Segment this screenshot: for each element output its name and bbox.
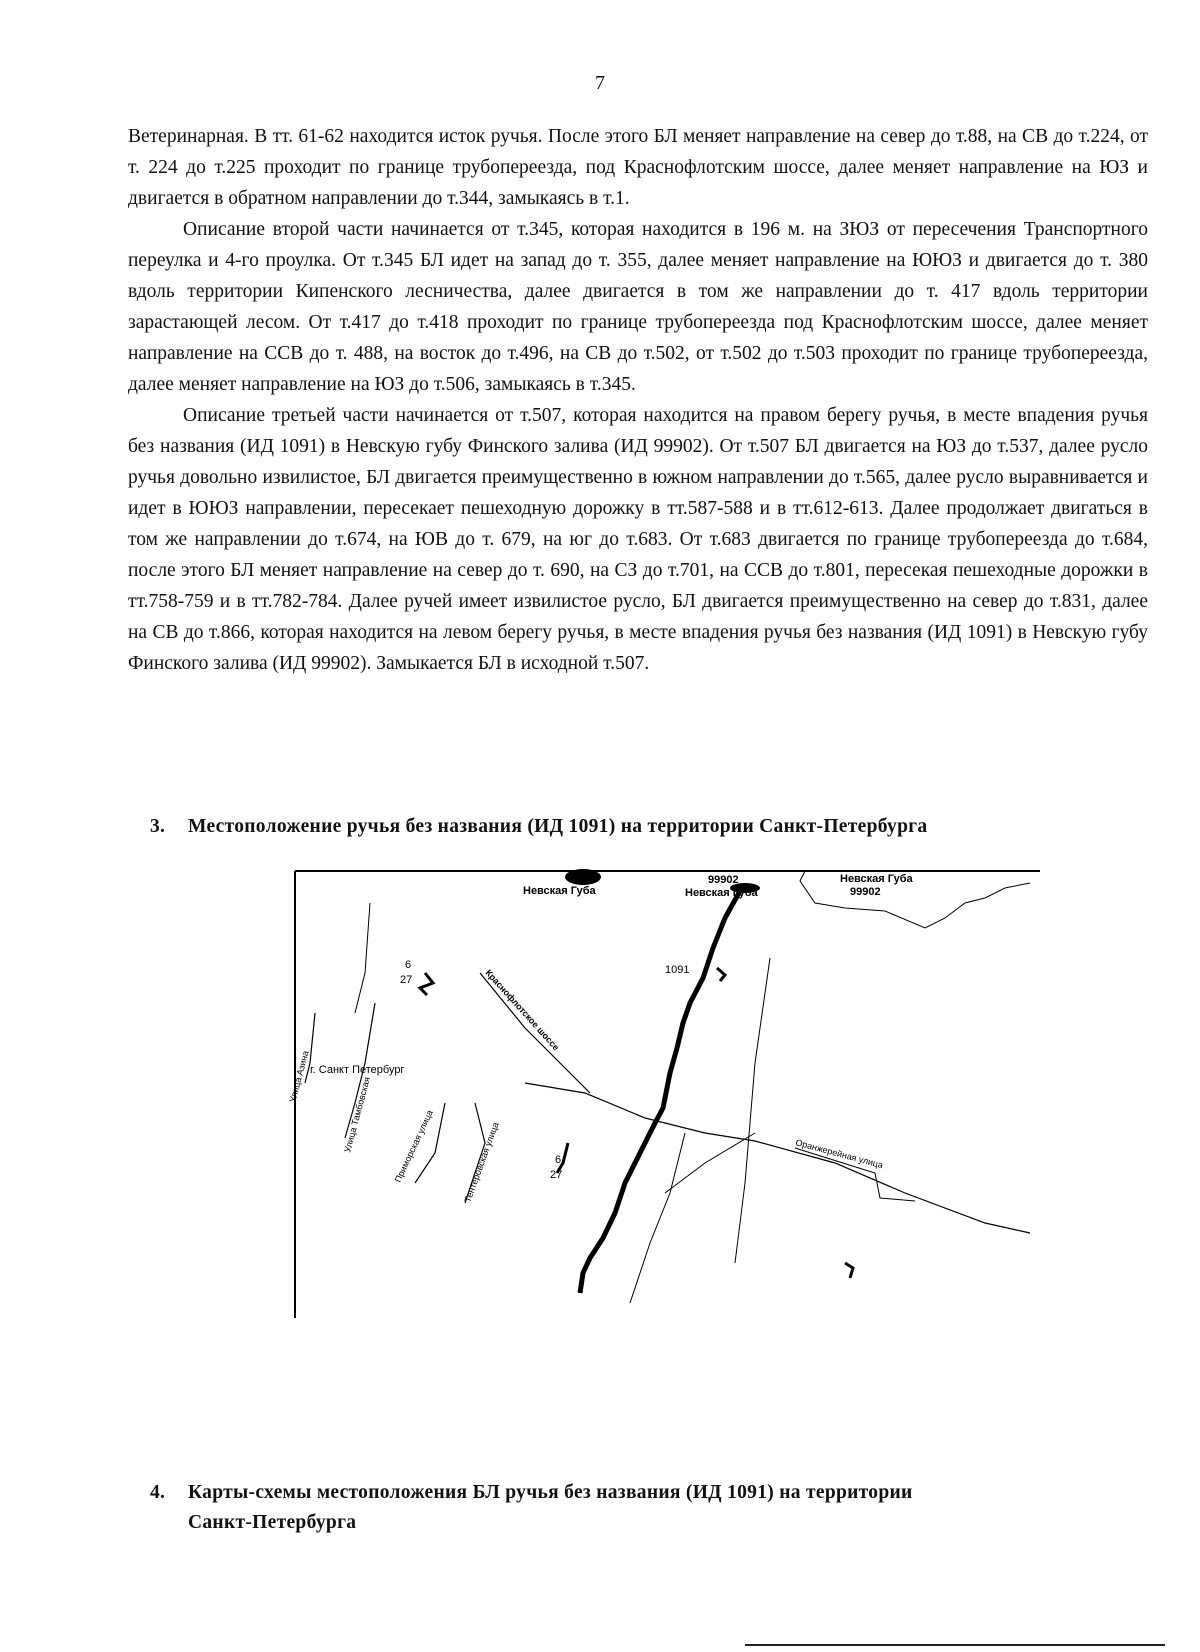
road-vertical [735,958,770,1263]
marker-small-4 [717,968,725,981]
label-stream-id: 1091 [665,964,690,976]
label-bay-right-code: 99902 [850,886,881,898]
section-4-title-line1: Карты-схемы местоположения БЛ ручья без названия (ИД 1091) на территории [188,1482,913,1503]
label-a: 6 [405,959,412,971]
label-d: 27 [550,1169,563,1181]
label-bay-left: Невская Губа [523,885,596,897]
section-4-title-line2: Санкт-Петербурга [188,1512,357,1533]
marker-small-3 [845,1263,853,1278]
street-line-5 [355,903,370,1013]
label-street-prim: Приморская улица [392,1108,435,1184]
label-street-tsent: Тентеровская улица [462,1120,501,1204]
page-number: 7 [595,72,605,94]
section-3-number: 3. [150,816,166,837]
body-text [128,121,1148,679]
section-4-number: 4. [150,1482,166,1503]
label-b: 27 [400,974,413,986]
label-street-right: Оранжерейная улица [794,1137,885,1171]
road-branch [665,1133,755,1193]
marker-small-1 [420,973,433,995]
highway-line [480,973,590,1093]
label-city: г. Санкт Петербург [310,1064,405,1076]
paragraph-3: Описание третьей части начинается от т.507, которая находится на правом берегу ручья, в месте впадения ручья без названия (ИД 1091) в Невскую губу Финского залива (ИД 99902). От т.507 БЛ двигается на ЮЗ до т.537, далее русло ручья довольно извилистое, БЛ двигается преимущественно в южном направлении до т.565, далее русло выравнивается и идет в ЮЮЗ направлении, пересекает пешеходную дорожку в тт.587-588 и в тт.612-613. Далее продолжает двигаться в том же направлении до т.674, на ЮВ до т. 679, на юг до т.683. От т.683 двигается по границе трубопереезда до т.684, после этого БЛ меняет направление на север до т. 690, на СЗ до т.701, на ССВ до т.801, пересекая пешеходные дорожки в тт.758-759 и в тт.782-784. Далее ручей имеет извилистое русло, БЛ двигается преимущественно на север до т.831, далее на СВ до т.866, которая находится на левом берегу ручья, в месте впадения ручья без названия (ИД 1091) в Невскую губу Финского залива (ИД 99902). Замыкается БЛ в исходной т.507. [128,405,1148,674]
label-bay-mid: Невская Губа [685,887,758,899]
paragraph-1: Ветеринарная. В тт. 61-62 находится исток ручья. После этого БЛ меняет направление на север до т.88, на СВ до т.224, от т. 224 до т.225 проходит по границе трубопереезда, под Краснофлотским шоссе, далее меняет направление на ЮЗ и двигается в обратном направлении до т.344, замыкаясь в т.1. [128,126,1148,209]
section-4-heading [150,1478,1150,1538]
bay-blob-left [565,869,601,885]
road-main [525,1083,1030,1233]
section-3-heading [150,812,1150,842]
section-3-title: Местоположение ручья без названия (ИД 1091) на территории Санкт-Петербурга [188,816,928,837]
label-street-left: Улица Азина [287,1049,311,1104]
paragraph-2: Описание второй части начинается от т.345, которая находится в 196 м. на ЗЮЗ от пересечения Транспортного переулка и 4-го проулка. От т.345 БЛ идет на запад до т. 355, далее меняет направление на ЮЮЗ и двигается до т. 380 вдоль территории Кипенского лесничества, далее двигается в том же направлении до т. 417 вдоль территории зарастающей лесом. От т.417 до т.418 проходит по границе трубопереезда под Краснофлотским шоссе, далее меняет направление на ССВ до т. 488, на восток до т.496, на СВ до т.502, от т.502 до т.503 проходит по границе трубопереезда, далее меняет направление на ЮЗ до т.506, замыкаясь в т.345. [128,219,1148,395]
stream-line [580,891,740,1293]
label-c: 6 [555,1154,562,1166]
label-bay-right: Невская Губа [840,873,913,885]
label-bay-code: 99902 [708,874,739,886]
location-map [285,863,1045,1323]
footer-rule [745,1644,1165,1646]
label-street-tamb: Улица Тамбовская [342,1075,373,1154]
label-highway: Краснофлотское шоссе [483,967,562,1053]
map-svg [285,863,1045,1323]
coastline [800,871,1030,928]
